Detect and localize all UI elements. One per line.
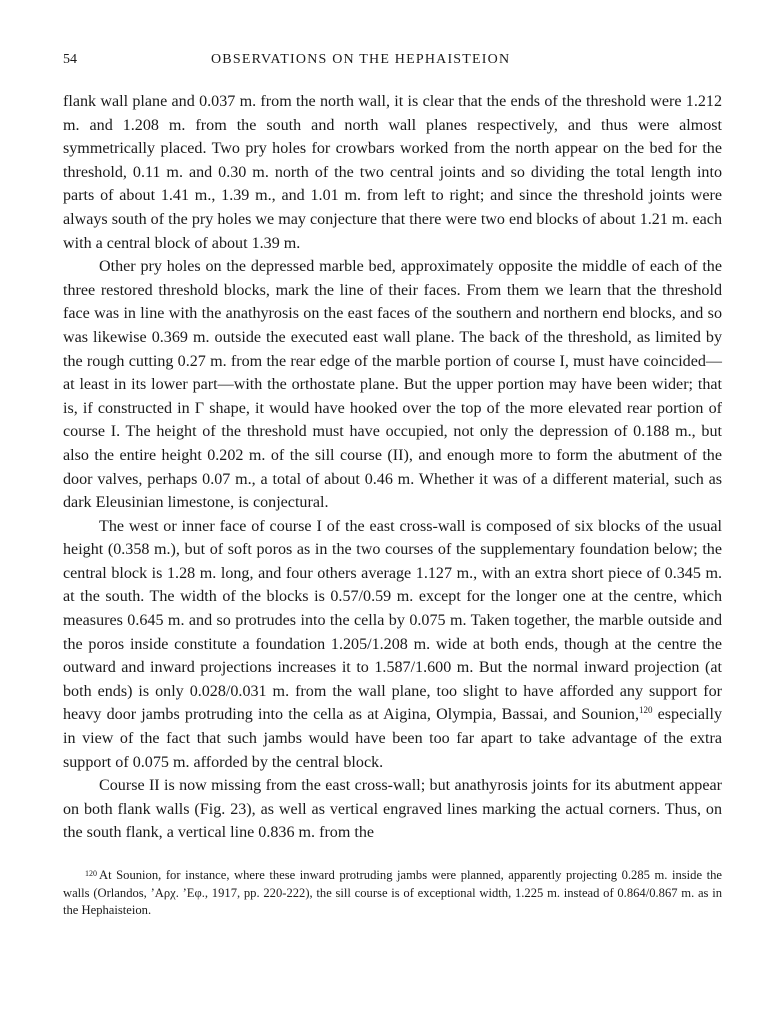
footnote-number: 120 <box>85 869 97 878</box>
paragraph <box>63 515 722 775</box>
paragraph-text: Course II is now missing from the east cross-wall; but anathyrosis joints for its abutment appear on both flank walls (Fig. 23), as well as vertical engraved lines marking the actual corners. Thus, on the south flank, a vertical line 0.836 m. from the <box>63 777 722 842</box>
footnote <box>63 867 722 920</box>
footnote-text: At Sounion, for instance, where these inward protruding jambs were planned, apparently projecting 0.285 m. inside the walls (Orlandos, ’Αρχ. ’Εφ., 1917, pp. 220-222), the sill course is of exceptional width, 1.225 m. instead of 0.864/0.867 m. as in the Hephaisteion. <box>63 868 722 917</box>
running-head: OBSERVATIONS ON THE HEPHAISTEION <box>211 52 511 67</box>
page-header <box>63 52 722 78</box>
paragraph-continued <box>63 90 722 255</box>
paragraph-text: The west or inner face of course I of the east cross-wall is composed of six blocks of the usual height (0.358 m.), but of soft poros as in the two courses of the supplementary foundation below; the central block is 1.28 m. long, and four others average 1.127 m., with an extra short piece of 0.345 m. at the south. The width of the blocks is 0.57/0.59 m. except for the longer one at the centre, which measures 0.645 m. and so protrudes into the cella by 0.075 m. Taken together, the marble outside and the poros inside constitute a foundation 1.205/1.208 m. wide at both ends, though at the centre the outward and inward projections increases it to 1.587/1.600 m. But the normal inward projection (at both ends) is only 0.028/0.031 m. from the wall plane, too slight to have afforded any support for heavy door jambs protruding into the cella as at Aigina, Olympia, Bassai, and Sounion, <box>63 517 722 724</box>
footnotes <box>63 867 722 920</box>
paragraph-text: flank wall plane and 0.037 m. from the north wall, it is clear that the ends of the threshold were 1.212 m. and 1.208 m. from the south and north wall planes respectively, and thus were almost symmetrically placed. Two pry holes for crowbars worked from the north appear on the bed for the threshold, 0.11 m. and 0.30 m. north of the two central joints and so dividing the total length into parts of about 1.41 m., 1.39 m., and 1.01 m. from left to right; and since the threshold joints were always south of the pry holes we may conjecture that there were two end blocks of about 1.21 m. each with a central block of about 1.39 m. <box>63 93 722 252</box>
page <box>63 52 722 920</box>
paragraph <box>63 255 722 515</box>
footnote-reference[interactable]: 120 <box>638 705 653 716</box>
paragraph-text: especially in view of the fact that such jambs would have been too far apart to take advantage of the extra support of 0.075 m. afforded by the central block. <box>63 706 722 771</box>
body-text <box>63 90 722 845</box>
page-number: 54 <box>63 52 77 67</box>
paragraph-text: Other pry holes on the depressed marble bed, approximately opposite the middle of each of the three restored threshold blocks, mark the line of their faces. From them we learn that the threshold face was in line with the anathyrosis on the east faces of the southern and northern end blocks, and so was likewise 0.369 m. outside the executed east wall plane. The back of the threshold, as limited by the rough cutting 0.27 m. from the rear edge of the marble portion of course I, must have coincided—at least in its lower part—with the orthostate plane. But the upper portion may have been wider; that is, if constructed in Γ shape, it would have hooked over the top of the more elevated rear portion of course I. The height of the threshold must have occupied, not only the depression of 0.188 m., but also the entire height 0.202 m. of the sill course (II), and enough more to form the abutment of the door valves, perhaps 0.07 m., a total of about 0.46 m. Whether it was of a different material, such as dark Eleusinian limestone, is conjectural. <box>63 258 722 512</box>
paragraph <box>63 774 722 845</box>
